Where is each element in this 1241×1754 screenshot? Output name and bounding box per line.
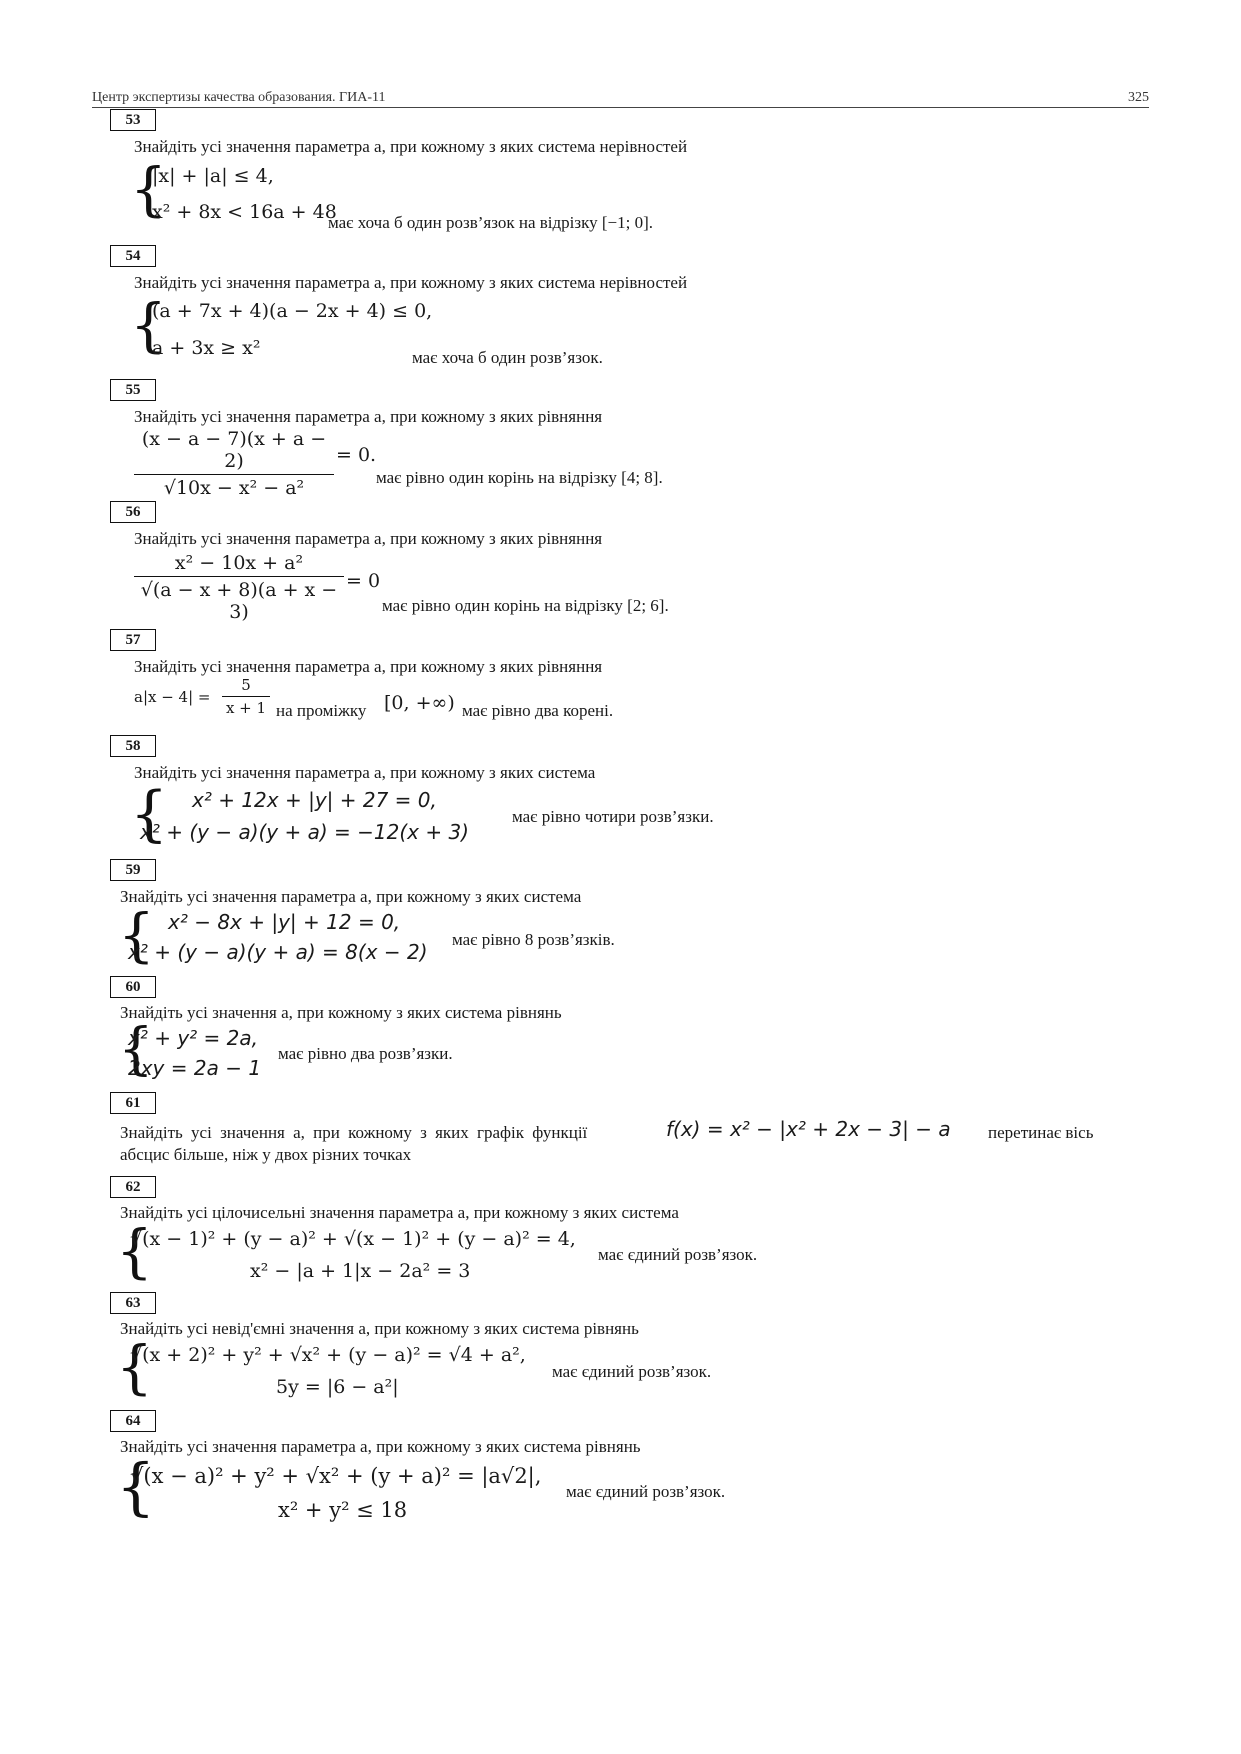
problem-number-59: 59 [110, 859, 156, 881]
problem-number-56: 56 [110, 501, 156, 523]
problem-60-eq2: 2xy = 2a − 1 [128, 1056, 262, 1080]
problem-number-61: 61 [110, 1092, 156, 1114]
fraction-line [222, 696, 270, 697]
problem-number-55: 55 [110, 379, 156, 401]
problem-number-60: 60 [110, 976, 156, 998]
problem-64-eq1: √(x − a)² + y² + √x² + (y + a)² = |a√2|, [130, 1464, 542, 1488]
problem-53-text: Знайдіть усі значення параметра a, при кожному з яких система нерівностей [134, 137, 688, 156]
problem-64-eq2: x² + y² ≤ 18 [278, 1498, 408, 1522]
problem-58-eq2: x² + (y − a)(y + a) = −12(x + 3) [140, 820, 469, 844]
system-brace: { [116, 1333, 153, 1401]
problem-54-eq2: a + 3x ≥ x² [152, 337, 261, 359]
problem-57-lhs: a|x − 4| = [134, 688, 211, 706]
problem-55-text: Знайдіть усі значення параметра a, при кожному з яких рівняння [134, 407, 603, 426]
problem-58-tail: має рівно чотири розв’язки. [512, 807, 714, 826]
problem-61-formula: f(x) = x² − |x² + 2x − 3| − a [666, 1117, 951, 1141]
problem-61-text-b: перетинає вісь [988, 1123, 1094, 1142]
problem-58-eq1: x² + 12x + |y| + 27 = 0, [192, 788, 437, 812]
problem-57-mid: на проміжку [276, 701, 367, 720]
problem-62-text: Знайдіть усі цілочисельні значення параметра a, при кожному з яких система [120, 1203, 679, 1222]
problem-number-53: 53 [110, 109, 156, 131]
problem-57-text: Знайдіть усі значення параметра a, при кожному з яких рівняння [134, 657, 603, 676]
fraction-numerator: (x − a − 7)(x + a − 2) [141, 428, 327, 472]
problem-56-rhs: = 0 [346, 570, 381, 592]
problem-59-tail: має рівно 8 розв’язків. [452, 930, 615, 949]
problem-63-eq2: 5y = |6 − a²| [276, 1376, 399, 1398]
fraction-numerator: x² − 10x + a² [174, 552, 304, 574]
problem-59-text: Знайдіть усі значення параметра a, при кожному з яких система [120, 887, 582, 906]
system-brace: { [116, 1450, 156, 1523]
problem-64-text: Знайдіть усі значення параметра a, при кожному з яких система рівнянь [120, 1437, 641, 1456]
fraction-line [134, 474, 334, 475]
problem-56-text: Знайдіть усі значення параметра a, при кожному з яких рівняння [134, 529, 603, 548]
problem-54-eq1: (a + 7x + 4)(a − 2x + 4) ≤ 0, [152, 300, 433, 322]
problem-63-tail: має єдиний розв’язок. [552, 1362, 712, 1381]
system-brace: { [130, 779, 169, 849]
problem-63-eq1: √(x + 2)² + y² + √x² + (y − a)² = √4 + a², [130, 1344, 526, 1366]
problem-53-eq2: x² + 8x < 16a + 48 [152, 201, 337, 223]
problem-number-54: 54 [110, 245, 156, 267]
problem-57-tail: має рівно два корені. [462, 701, 614, 720]
problem-53-tail: має хоча б один розв’язок на відрізку [−1; 0]. [328, 213, 653, 232]
fraction-numerator: 5 [241, 676, 251, 694]
fraction-line [134, 576, 344, 577]
problem-55-tail: має рівно один корінь на відрізку [4; 8]. [376, 468, 663, 487]
problem-number-64: 64 [110, 1410, 156, 1432]
problem-63-text: Знайдіть усі невід'ємні значення a, при кожному з яких система рівнянь [120, 1319, 639, 1338]
fraction-denominator: √10x − x² − a² [163, 477, 305, 499]
problem-56-tail: має рівно один корінь на відрізку [2; 6]. [382, 596, 669, 615]
running-header: Центр экспертизы качества образования. ГИА-11 [92, 90, 386, 105]
problem-59-eq1: x² − 8x + |y| + 12 = 0, [168, 910, 401, 934]
system-brace: { [130, 155, 167, 223]
problem-56-fraction [134, 552, 344, 623]
problem-number-58: 58 [110, 735, 156, 757]
problem-55-rhs: = 0. [336, 444, 377, 466]
system-brace: { [118, 901, 155, 969]
problem-61-text-a: Знайдіть усі значення a, при кожному з яких графік функції [120, 1123, 588, 1142]
problem-60-tail: має рівно два розв’язки. [278, 1044, 453, 1063]
problem-58-text: Знайдіть усі значення параметра a, при кожному з яких система [134, 763, 596, 782]
problem-53-eq1: |x| + |a| ≤ 4, [152, 165, 274, 187]
fraction-denominator: √(a − x + 8)(a + x − 3) [140, 579, 338, 623]
problem-64-tail: має єдиний розв’язок. [566, 1482, 726, 1501]
system-brace: { [130, 291, 167, 359]
system-brace: { [116, 1217, 153, 1285]
problem-62-tail: має єдиний розв’язок. [598, 1245, 758, 1264]
problem-60-eq1: x² + y² = 2a, [128, 1026, 258, 1050]
problem-number-57: 57 [110, 629, 156, 651]
problem-54-tail: має хоча б один розв’язок. [412, 348, 603, 367]
problem-number-62: 62 [110, 1176, 156, 1198]
problem-55-fraction [134, 428, 334, 499]
problem-61-text-c: абсцис більше, ніж у двох різних точках [120, 1145, 412, 1164]
problem-62-eq1: √(x − 1)² + (y − a)² + √(x − 1)² + (y − a)² = 4, [130, 1228, 576, 1250]
problem-62-eq2: x² − |a + 1|x − 2a² = 3 [250, 1260, 471, 1282]
system-brace: { [118, 1017, 154, 1082]
problem-60-text: Знайдіть усі значення a, при кожному з яких система рівнянь [120, 1003, 562, 1022]
problem-57-fraction [222, 676, 270, 717]
fraction-denominator: x + 1 [225, 699, 267, 717]
problem-57-interval: [0, +∞) [384, 692, 455, 714]
header-rule [92, 107, 1149, 108]
problem-number-63: 63 [110, 1292, 156, 1314]
problem-54-text: Знайдіть усі значення параметра a, при кожному з яких система нерівностей [134, 273, 688, 292]
page-number: 325 [1128, 90, 1149, 105]
problem-59-eq2: x² + (y − a)(y + a) = 8(x − 2) [128, 940, 428, 964]
